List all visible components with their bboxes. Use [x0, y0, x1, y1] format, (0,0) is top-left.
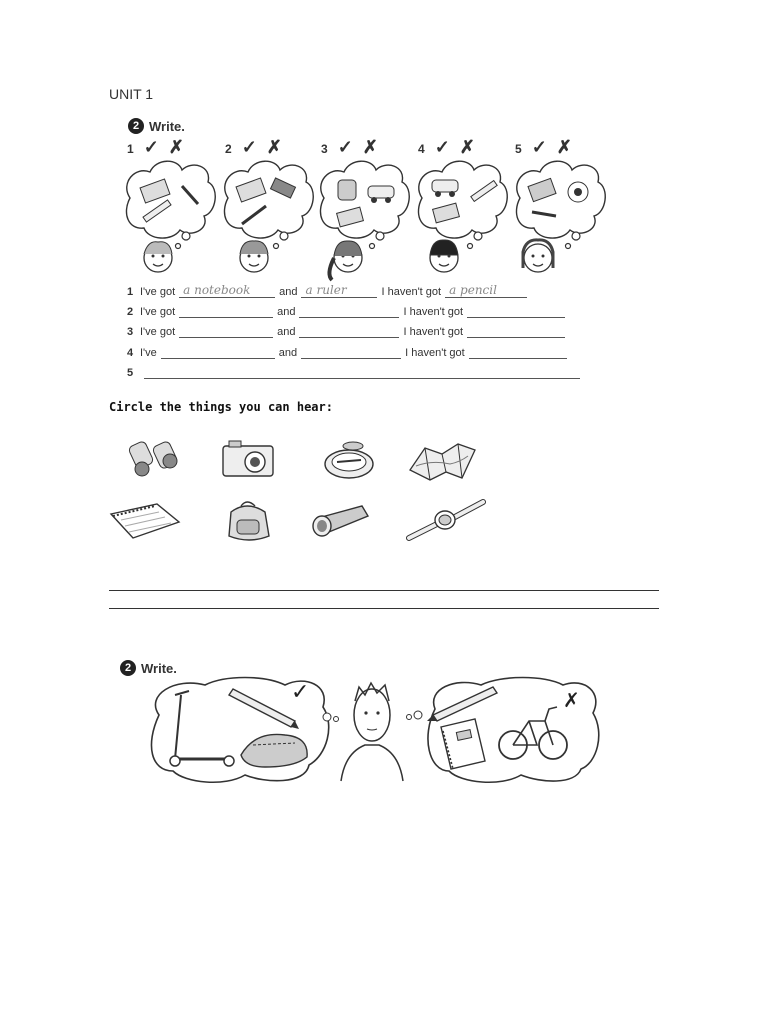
answer-blank[interactable] — [299, 325, 399, 338]
answer-blank[interactable] — [301, 346, 401, 359]
answer-blank[interactable]: a notebook — [179, 285, 275, 298]
torch-icon[interactable] — [313, 506, 368, 536]
thought-cloud-4 — [418, 161, 507, 272]
answer-blank[interactable] — [467, 325, 565, 338]
writing-line-1[interactable] — [109, 590, 659, 591]
exercise3-title: Write. — [141, 660, 177, 676]
map-icon[interactable] — [410, 444, 475, 480]
sentence-row-2: 2 I've got and I haven't got — [127, 305, 569, 318]
thought-cloud-3 — [320, 161, 409, 280]
exercise2-title: Circle the things you can hear: — [109, 400, 333, 414]
exercise3-illustration — [145, 675, 605, 790]
exercise3-number-badge: 2 — [120, 660, 136, 676]
column-label-2: 2 ✓ ✗ — [225, 137, 282, 157]
sentence-row-1: 1 I've got a notebook and a ruler I haven't got a pencil — [127, 285, 531, 298]
binoculars-icon[interactable] — [128, 440, 178, 476]
writing-line-2[interactable] — [109, 608, 659, 609]
answer-blank[interactable] — [469, 346, 567, 359]
thought-clouds-illustration — [120, 158, 600, 283]
thought-cloud-1 — [126, 161, 215, 272]
answer-blank[interactable] — [144, 366, 580, 379]
column-label-3: 3 ✓ ✗ — [321, 137, 378, 157]
sentence-row-4: 4 I've and I haven't got — [127, 346, 571, 359]
answer-blank[interactable] — [179, 325, 273, 338]
column-label-1: 1 ✓ ✗ — [127, 137, 184, 157]
cross-mark: ✗ — [563, 688, 580, 712]
thought-cloud-2 — [224, 161, 313, 272]
column-label-5: 5 ✓ ✗ — [515, 137, 572, 157]
sentence-row-5: 5 — [127, 366, 584, 379]
thought-cloud-5 — [516, 161, 605, 272]
answer-blank[interactable] — [467, 305, 565, 318]
sentence-row-3: 3 I've got and I haven't got — [127, 325, 569, 338]
column-label-4: 4 ✓ ✗ — [418, 137, 475, 157]
exercise2-items — [105, 432, 495, 552]
boy-figure — [341, 683, 403, 781]
camera-icon[interactable] — [223, 441, 273, 476]
exercise3-header — [120, 660, 177, 676]
answer-blank[interactable] — [161, 346, 275, 359]
check-mark: ✓ — [291, 680, 310, 705]
compass-icon[interactable] — [325, 442, 373, 478]
notebook-icon[interactable] — [111, 504, 179, 538]
watch-icon[interactable] — [409, 502, 483, 538]
unit-title: UNIT 1 — [109, 86, 154, 102]
answer-blank[interactable] — [299, 305, 399, 318]
answer-blank[interactable]: a ruler — [301, 285, 377, 298]
exercise1-number-badge: 2 — [128, 118, 144, 134]
exercise1-title: Write. — [149, 118, 185, 134]
exercise1-header — [128, 118, 185, 134]
answer-blank[interactable] — [179, 305, 273, 318]
backpack-icon[interactable] — [229, 502, 269, 540]
answer-blank[interactable]: a pencil — [445, 285, 527, 298]
